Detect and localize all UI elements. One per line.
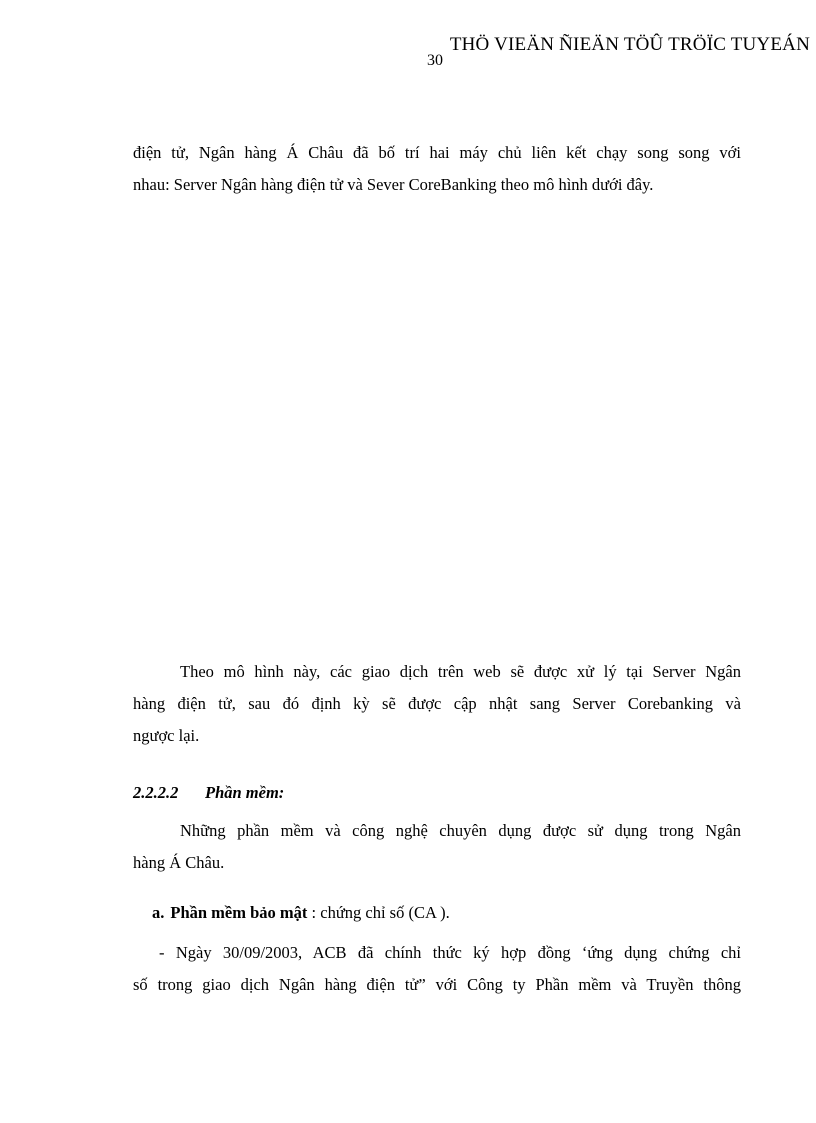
theo-line-2: hàng điện tử, sau đó định kỳ sẽ được cập nhật sang Server Corebanking và: [133, 694, 741, 713]
theo-line-3: ngược lại.: [133, 726, 200, 745]
ngay-line-1: - Ngày 30/09/2003, ACB đã chính thức ký hợp đồng ‘ứng dụng chứng chỉ: [159, 943, 741, 962]
intro-line-1: điện tử, Ngân hàng Á Châu đã bố trí hai máy chủ liên kết chạy song song với: [133, 143, 741, 162]
ngay-paragraph: [133, 937, 741, 1001]
ngay-line-2: số trong giao dịch Ngân hàng điện tử” với Công ty Phần mềm và Truyền thông: [133, 975, 741, 994]
nhung-paragraph: [133, 815, 741, 879]
item-a: [152, 897, 742, 929]
theo-line-1: Theo mô hình này, các giao dịch trên web sẽ được xử lý tại Server Ngân: [180, 662, 741, 681]
section-heading: [133, 777, 741, 809]
diagram-area: [133, 210, 741, 640]
page-number: 30: [427, 52, 443, 69]
watermark-header: THÖ VIEÄN ÑIEÄN TÖÛ TRÖÏC TUYEÁN: [449, 34, 810, 55]
section-number: 2.2.2.2: [133, 783, 179, 802]
section-title: Phần mềm:: [205, 783, 285, 802]
intro-paragraph: [133, 137, 741, 201]
item-a-letter: a.: [152, 903, 165, 922]
nhung-line-1: Những phần mềm và công nghệ chuyên dụng được sử dụng trong Ngân: [180, 821, 741, 840]
nhung-line-2: hàng Á Châu.: [133, 853, 225, 872]
item-a-rest: : chứng chỉ số (CA ).: [307, 903, 450, 922]
theo-paragraph: [133, 656, 741, 752]
item-a-title: Phần mềm bảo mật: [170, 903, 308, 922]
intro-line-2: nhau: Server Ngân hàng điện tử và Sever CoreBanking theo mô hình dưới đây.: [133, 175, 654, 194]
